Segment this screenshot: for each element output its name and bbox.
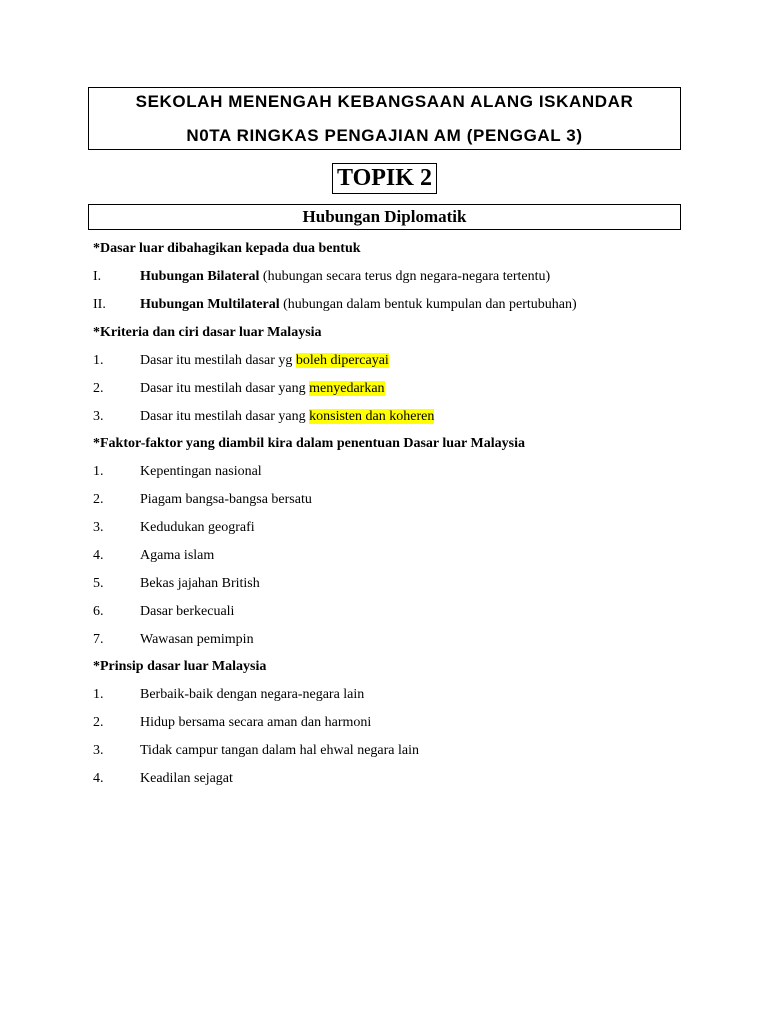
item-text: Dasar itu mestilah dasar yang xyxy=(140,409,310,424)
item-number: I. xyxy=(93,269,102,284)
item-description: (hubungan dalam bentuk kumpulan dan pertubuhan) xyxy=(279,297,577,312)
item-text: Berbaik-baik dengan negara-negara lain xyxy=(140,687,365,702)
item-number: 1. xyxy=(93,464,104,479)
item-text: Kedudukan geografi xyxy=(140,520,255,535)
list-item xyxy=(0,685,768,707)
section-heading: *Faktor-faktor yang diambil kira dalam penentuan Dasar luar Malaysia xyxy=(93,436,525,451)
item-number: 3. xyxy=(93,520,104,535)
school-name: SEKOLAH MENENGAH KEBANGSAAN ALANG ISKANDAR xyxy=(135,92,634,111)
item-text: Wawasan pemimpin xyxy=(140,632,254,647)
list-item xyxy=(0,295,768,317)
item-description: (hubungan secara terus dgn negara-negara tertentu) xyxy=(259,269,551,284)
list-item xyxy=(0,602,768,624)
section-heading: *Prinsip dasar luar Malaysia xyxy=(93,659,267,674)
item-term: Hubungan Bilateral xyxy=(140,269,260,284)
item-number: 3. xyxy=(93,743,104,758)
item-text: Kepentingan nasional xyxy=(140,464,262,479)
list-item xyxy=(0,462,768,484)
item-number: 6. xyxy=(93,604,104,619)
notes-title: N0TA RINGKAS PENGAJIAN AM (PENGGAL 3) xyxy=(186,126,583,145)
list-item xyxy=(0,741,768,763)
item-text: Agama islam xyxy=(140,548,215,563)
item-number: 5. xyxy=(93,576,104,591)
highlighted-text: konsisten dan koheren xyxy=(309,409,435,424)
item-term: Hubungan Multilateral xyxy=(140,297,280,312)
list-item xyxy=(0,490,768,512)
list-item xyxy=(0,351,768,373)
item-number: 7. xyxy=(93,632,104,647)
highlighted-text: boleh dipercayai xyxy=(295,353,389,368)
item-number: 4. xyxy=(93,771,104,786)
item-text: Hidup bersama secara aman dan harmoni xyxy=(140,715,372,730)
item-number: II. xyxy=(93,297,106,312)
item-text: Dasar itu mestilah dasar yg xyxy=(140,353,296,368)
item-number: 2. xyxy=(93,381,104,396)
item-text: Piagam bangsa-bangsa bersatu xyxy=(140,492,312,507)
list-item xyxy=(0,407,768,429)
list-item xyxy=(0,518,768,540)
header-box xyxy=(88,87,681,150)
list-item xyxy=(0,546,768,568)
subject-title: Hubungan Diplomatik xyxy=(88,204,681,230)
list-item xyxy=(0,713,768,735)
highlighted-text: menyedarkan xyxy=(309,381,385,396)
item-text: Tidak campur tangan dalam hal ehwal negara lain xyxy=(140,743,419,758)
item-number: 2. xyxy=(93,715,104,730)
list-item xyxy=(0,630,768,652)
list-item xyxy=(0,769,768,791)
item-text: Bekas jajahan British xyxy=(140,576,260,591)
item-text: Dasar itu mestilah dasar yang xyxy=(140,381,310,396)
item-number: 3. xyxy=(93,409,104,424)
item-number: 4. xyxy=(93,548,104,563)
list-item xyxy=(0,267,768,289)
section-heading: *Kriteria dan ciri dasar luar Malaysia xyxy=(93,325,322,340)
list-item xyxy=(0,574,768,596)
list-item xyxy=(0,379,768,401)
item-text: Keadilan sejagat xyxy=(140,771,233,786)
item-text: Dasar berkecuali xyxy=(140,604,235,619)
item-number: 1. xyxy=(93,353,104,368)
topic-label: TOPIK 2 xyxy=(332,163,437,194)
item-number: 2. xyxy=(93,492,104,507)
section-heading: *Dasar luar dibahagikan kepada dua bentuk xyxy=(93,241,361,256)
item-number: 1. xyxy=(93,687,104,702)
